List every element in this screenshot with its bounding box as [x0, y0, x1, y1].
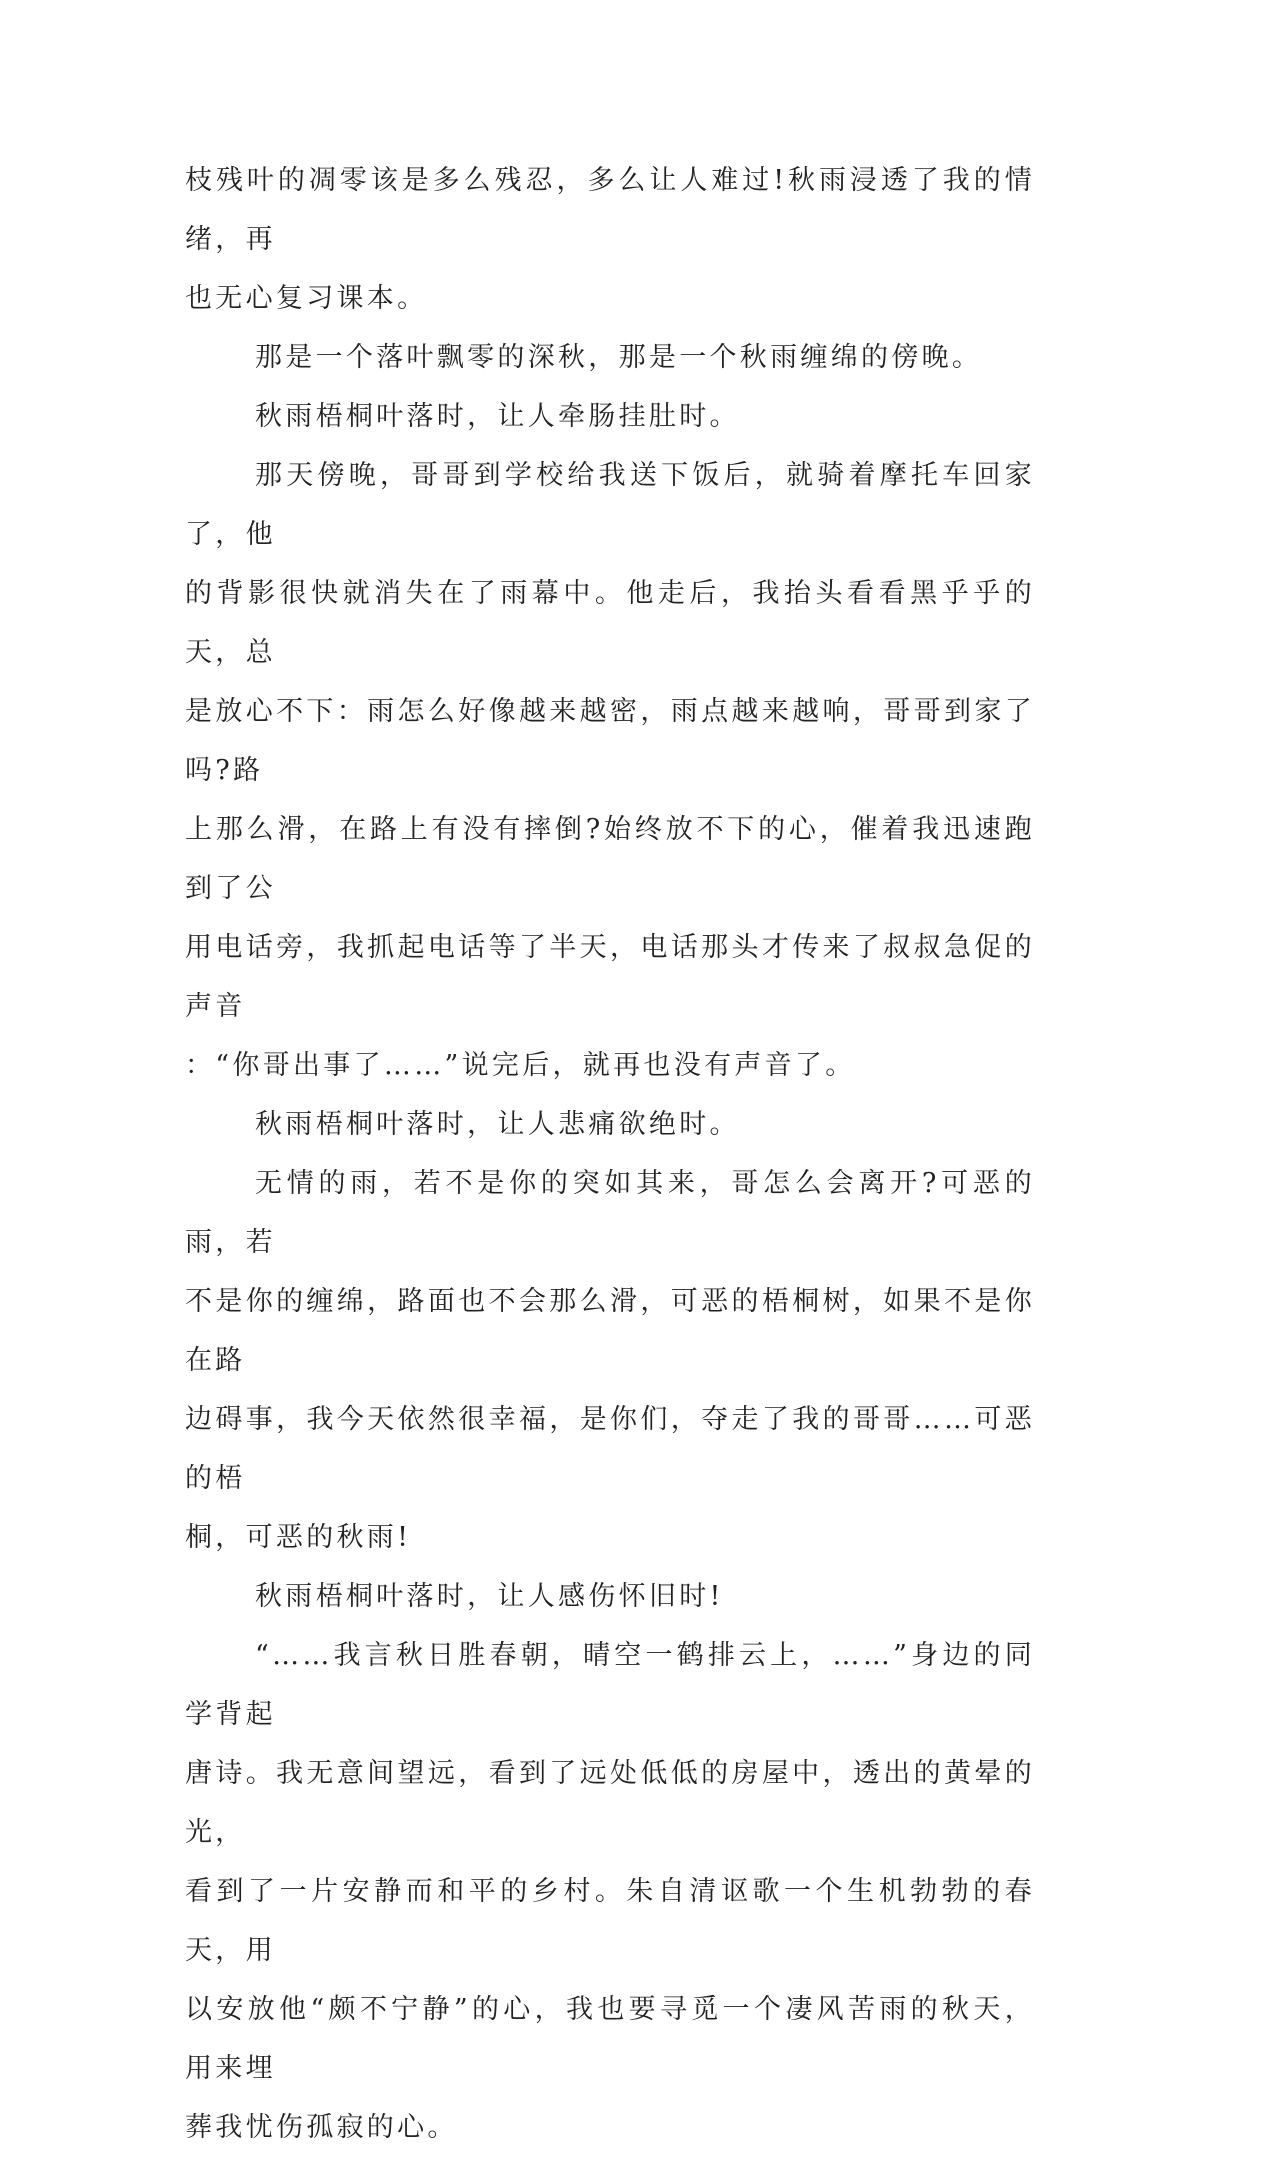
document-page: [185, 151, 1035, 2157]
paragraph-4: 那天傍晚，哥哥到学校给我送下饭后，就骑着摩托车回家了，他 的背影很快就消失在了雨幕中。他走后，我抬头看看黑乎乎的天，总 是放心不下：雨怎么好像越来越密，雨点越来越响，哥哥到家了吗?路 上那么滑，在路上有没有摔倒?始终放不下的心，催着我迅速跑到了公 用电话旁，我抓起电话等了半天，电话那头才传来了叔叔急促的声音 ：“你哥出事了……”说完后，就再也没有声音了。: [185, 460, 1035, 1081]
paragraph-1: 枝残叶的凋零该是多么残忍，多么让人难过!秋雨浸透了我的情绪，再 也无心复习课本。: [185, 165, 1035, 314]
paragraph-8: “……我言秋日胜春朝，晴空一鹤排云上，……”身边的同学背起 唐诗。我无意间望远，看到了远处低低的房屋中，透出的黄晕的光， 看到了一片安静而和平的乡村。朱自清讴歌一个生机勃勃的春天，用 以安放他“颇不宁静”的心，我也要寻觅一个凄风苦雨的秋天，用来埋 葬我忧伤孤寂的心。: [185, 1640, 1035, 2143]
paragraph-3: 秋雨梧桐叶落时，让人牵肠挂肚时。: [255, 401, 740, 432]
paragraph-7: 秋雨梧桐叶落时，让人感伤怀旧时!: [255, 1581, 724, 1612]
paragraph-6: 无情的雨，若不是你的突如其来，哥怎么会离开?可恶的雨，若 不是你的缠绵，路面也不会那么滑，可恶的梧桐树，如果不是你在路 边碍事，我今天依然很幸福，是你们，夺走了我的哥哥……可恶的梧 桐，可恶的秋雨!: [185, 1168, 1035, 1553]
paragraph-5: 秋雨梧桐叶落时，让人悲痛欲绝时。: [255, 1109, 740, 1140]
paragraph-2: 那是一个落叶飘零的深秋，那是一个秋雨缠绵的傍晚。: [255, 342, 983, 373]
